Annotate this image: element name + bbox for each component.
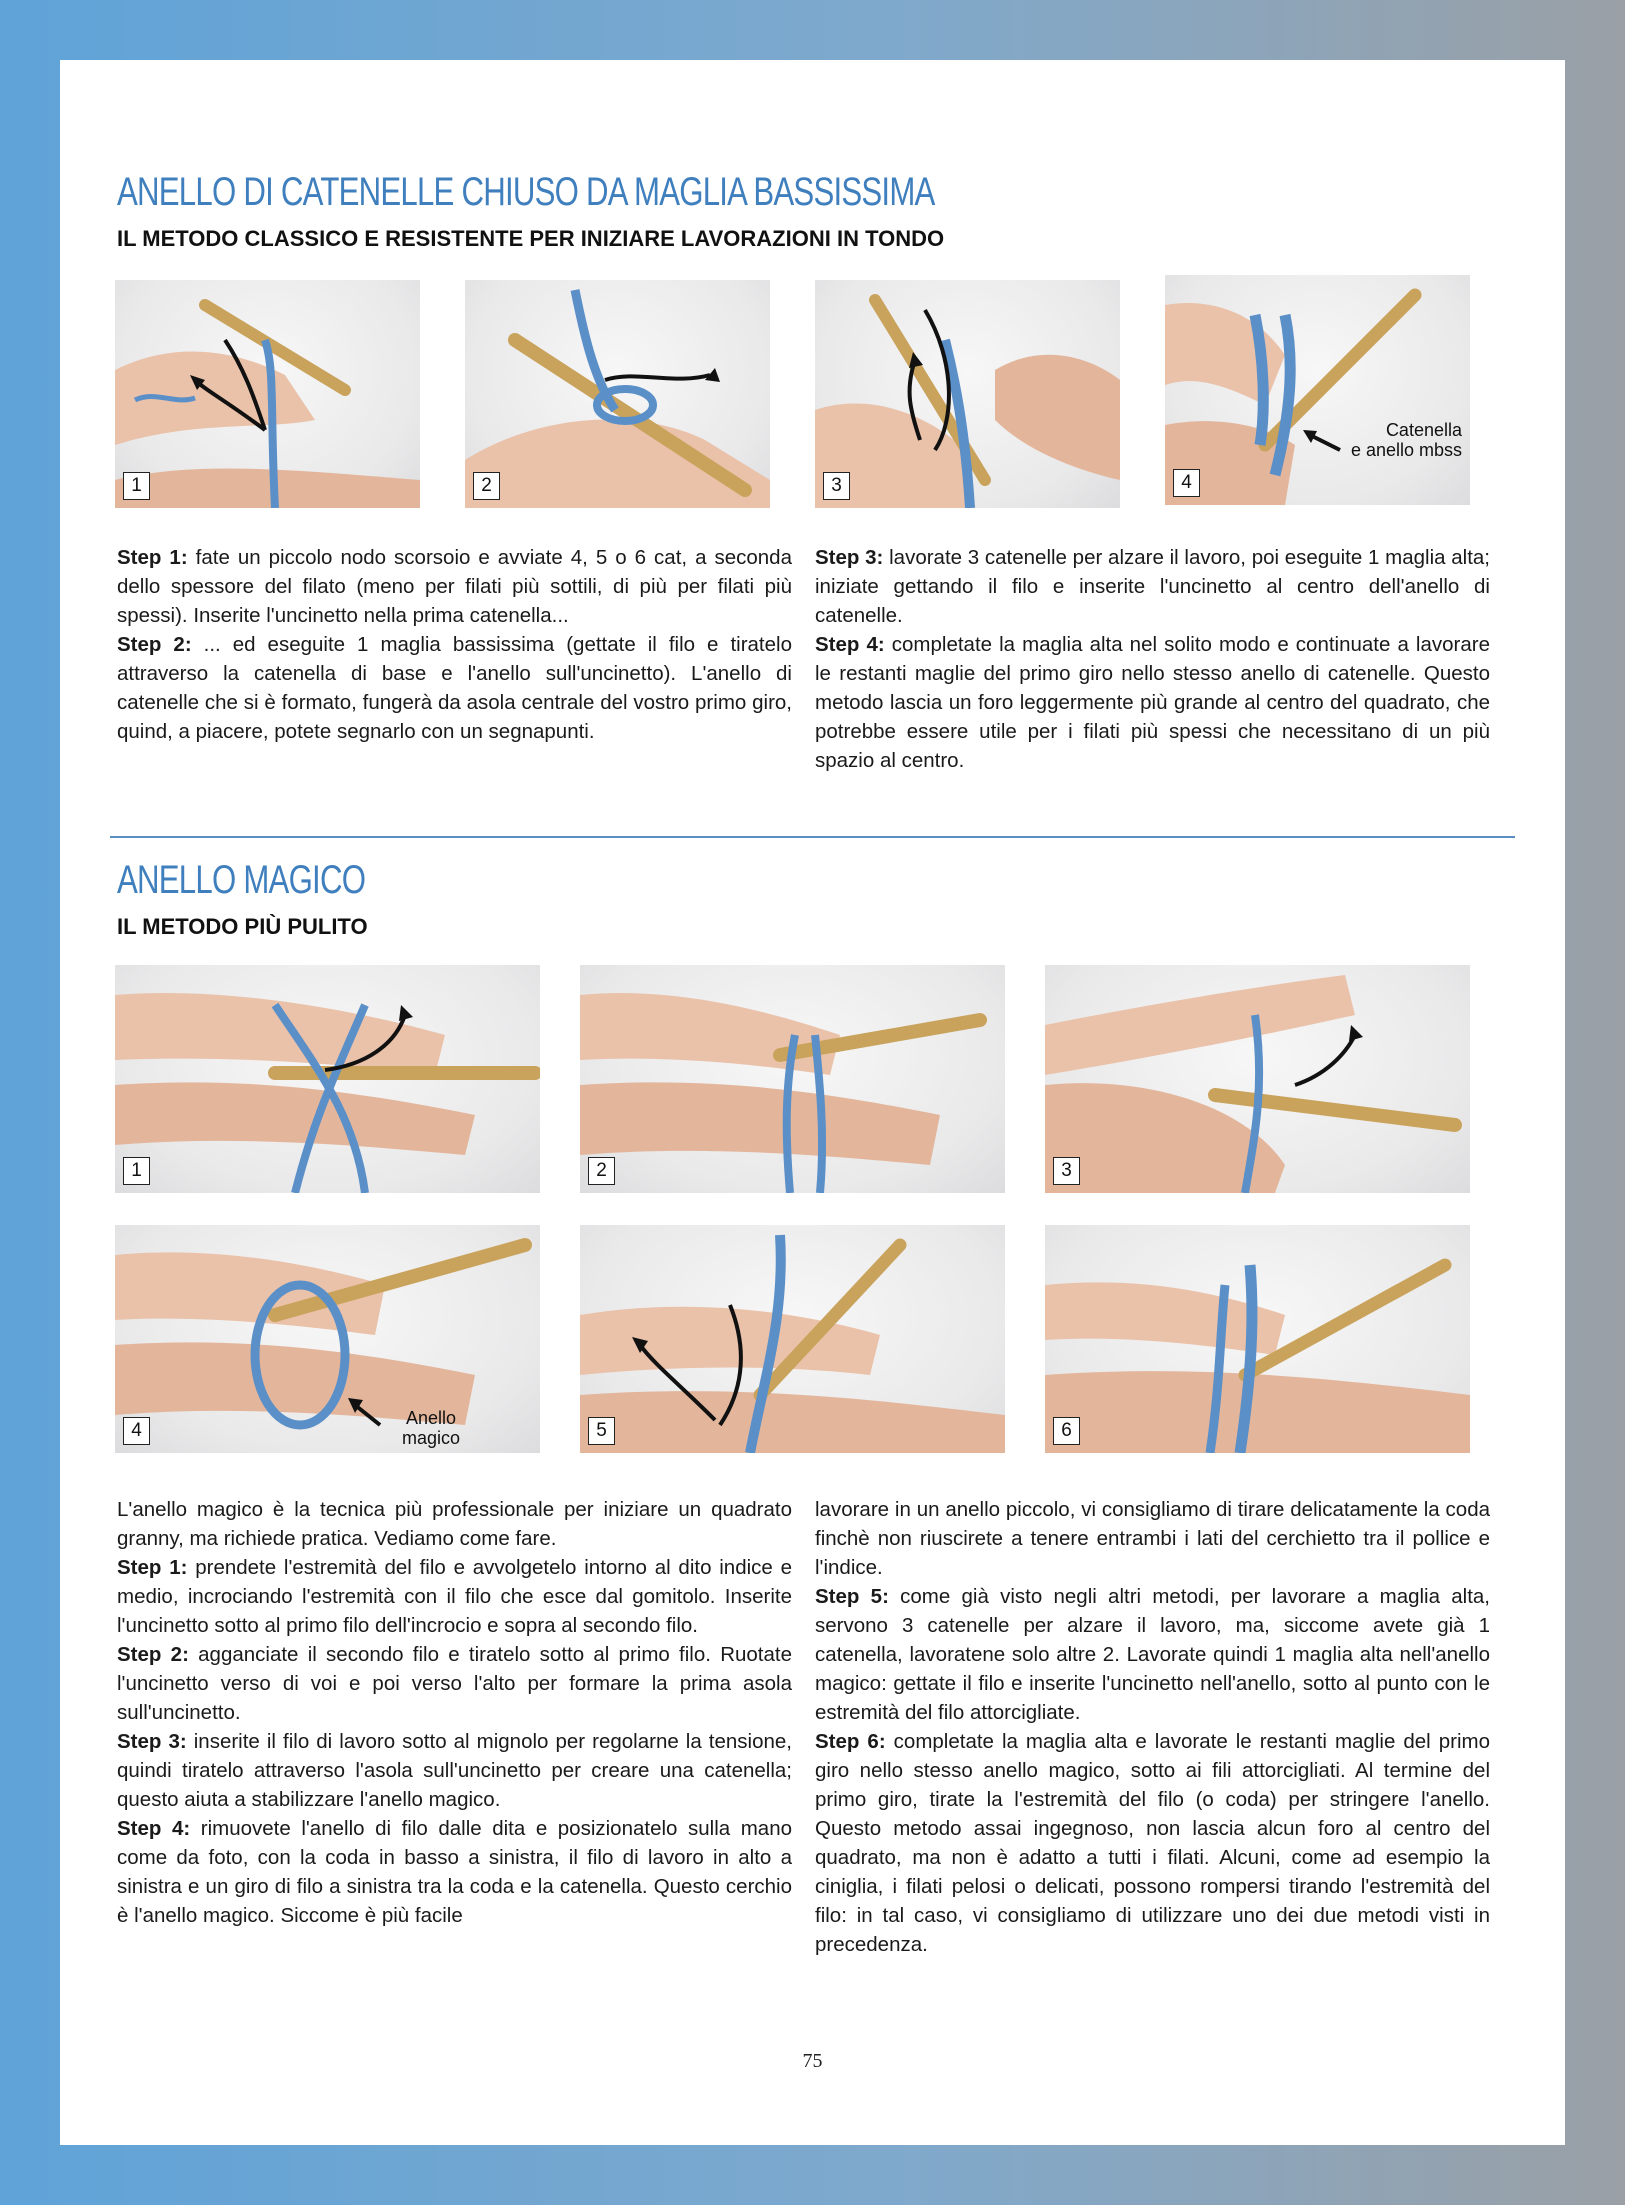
photo-number: 1: [123, 472, 150, 500]
step-photo-4: [1165, 275, 1470, 505]
step-text: come già visto negli altri metodi, per lavorare a maglia alta, servono 3 catenelle per alzare il lavoro, ma, siccome avete già 1 catenella, lavoratene solo altre 2. Lavorate quindi 1 maglia alta nell'anello magico: gettate il filo e inserite l'uncinetto nell'anello, sotto al punto con le estremità del filo attorcigliate.: [815, 1585, 1490, 1724]
section2-left-column: [117, 1495, 792, 1930]
photo-number: 6: [1053, 1417, 1080, 1445]
step-text: prendete l'estremità del filo e avvolgetelo intorno al dito indice e medio, incrociando l'estremità con il filo che esce dal gomitolo. Inserite l'uncinetto sotto al primo filo dell'incrocio e sopra al secondo filo.: [117, 1556, 792, 1637]
photo-callout: Catenella e anello mbss: [1350, 420, 1462, 460]
step-text: fate un piccolo nodo scorsoio e avviate 4, 5 o 6 cat, a seconda dello spessore del filato (meno per filati più sottili, di più per filati più spessi). Inserite l'uncinetto nella prima catenella...: [117, 546, 792, 627]
step-photo-1: [115, 280, 420, 508]
hand-hook-illustration: [1045, 965, 1470, 1193]
magic-photo-1: [115, 965, 540, 1193]
magic-photo-5: [580, 1225, 1005, 1453]
step-photo-3: [815, 280, 1120, 508]
step-text: completate la maglia alta e lavorate le restanti maglie del primo giro nello stesso anello magico, sotto ai fili attorcigliati. Al termine del primo giro, tirate la l'estremità del filo (o coda) per stringere l'anello. Questo metodo assai ingegnoso, non lascia alcun foro al centro del quadrato, ma non è adatto a tutti i filati. Alcuni, come ad esempio la ciniglia, i filati pelosi o delicati, possono rompersi tirando l'estremità del filo: in tal caso, vi consigliamo di utilizzare uno dei due metodi visti in precedenza.: [815, 1730, 1490, 1956]
photo-number: 1: [123, 1157, 150, 1185]
step-label: Step 2:: [117, 633, 192, 656]
step-text: agganciate il secondo filo e tiratelo sotto al primo filo. Ruotate l'uncinetto verso di voi e poi verso l'alto per formare la prima asola sull'uncinetto.: [117, 1643, 792, 1724]
photo-number: 5: [588, 1417, 615, 1445]
section1-subtitle: IL METODO CLASSICO E RESISTENTE PER INIZIARE LAVORAZIONI IN TONDO: [117, 226, 945, 251]
hand-hook-illustration: [1045, 1225, 1470, 1453]
section2-right-column: [815, 1495, 1490, 1959]
step-label: Step 3:: [815, 546, 884, 569]
step-text: ... ed eseguite 1 maglia bassissima (gettate il filo e tiratelo attraverso la catenella di base e l'anello sull'uncinetto). L'anello di catenelle che si è formato, fungerà da asola centrale del vostro primo giro, quind, a piacere, potete segnarlo con un segnapunti.: [117, 633, 792, 743]
photo-number: 4: [1173, 469, 1200, 497]
hand-hook-illustration: [1165, 275, 1470, 505]
magic-photo-4: [115, 1225, 540, 1453]
hand-hook-illustration: [465, 280, 770, 508]
magic-photo-3: [1045, 965, 1470, 1193]
hand-hook-illustration: [115, 1225, 540, 1453]
step-photo-2: [465, 280, 770, 508]
hand-hook-illustration: [115, 280, 420, 508]
step-text: rimuovete l'anello di filo dalle dita e posizionatelo sulla mano come da foto, con la coda in basso a sinistra, il filo di lavoro in alto a sinistra e un giro di filo a sinistra tra la coda e la catenella. Questo cerchio è l'anello magico. Siccome è più facile: [117, 1817, 792, 1927]
page-number: 75: [802, 2050, 823, 2072]
section1-right-column: [815, 543, 1490, 775]
photo-number: 2: [588, 1157, 615, 1185]
step-text: lavorate 3 catenelle per alzare il lavoro, poi eseguite 1 maglia alta; iniziate gettando il filo e inserite l'uncinetto al centro dell'anello di catenelle.: [815, 546, 1490, 627]
photo-number: 4: [123, 1417, 150, 1445]
hand-hook-illustration: [580, 965, 1005, 1193]
section1-left-column: [117, 543, 792, 746]
photo-number: 2: [473, 472, 500, 500]
step-label: Step 3:: [117, 1730, 187, 1753]
magic-photo-2: [580, 965, 1005, 1193]
photo-number: 3: [823, 472, 850, 500]
step-label: Step 1:: [117, 1556, 188, 1579]
section1-title: ANELLO DI CATENELLE CHIUSO DA MAGLIA BASSISSIMA: [117, 170, 935, 214]
step-text: inserite il filo di lavoro sotto al mignolo per regolarne la tensione, quindi tiratelo attraverso l'asola sull'uncinetto per creare una catenella; questo aiuta a stabilizzare l'anello magico.: [117, 1730, 792, 1811]
step-label: Step 4:: [815, 633, 885, 656]
step-label: Step 4:: [117, 1817, 191, 1840]
intro-text: L'anello magico è la tecnica più professionale per iniziare un quadrato granny, ma richiede pratica. Vediamo come fare.: [117, 1498, 792, 1550]
step-label: Step 2:: [117, 1643, 189, 1666]
section-divider: [110, 836, 1515, 838]
hand-hook-illustration: [815, 280, 1120, 508]
photo-callout: Anello magico: [402, 1408, 461, 1448]
section2-title: ANELLO MAGICO: [117, 858, 366, 902]
step-text: completate la maglia alta nel solito modo e continuate a lavorare le restanti maglie del primo giro nello stesso anello di catenelle. Questo metodo lascia un foro leggermente più grande al centro del quadrato, che potrebbe essere utile per i filati più spessi che necessitano di un più spazio al centro.: [815, 633, 1490, 772]
step-label: Step 6:: [815, 1730, 886, 1753]
step-text: lavorare in un anello piccolo, vi consigliamo di tirare delicatamente la coda finchè non riuscirete a tenere entrambi i lati del cerchietto tra il pollice e l'indice.: [815, 1498, 1490, 1579]
hand-hook-illustration: [115, 965, 540, 1193]
step-label: Step 1:: [117, 546, 188, 569]
magic-photo-6: [1045, 1225, 1470, 1453]
section2-subtitle: IL METODO PIÙ PULITO: [117, 914, 368, 939]
hand-hook-illustration: [580, 1225, 1005, 1453]
page: [60, 60, 1565, 2145]
step-label: Step 5:: [815, 1585, 889, 1608]
photo-number: 3: [1053, 1157, 1080, 1185]
